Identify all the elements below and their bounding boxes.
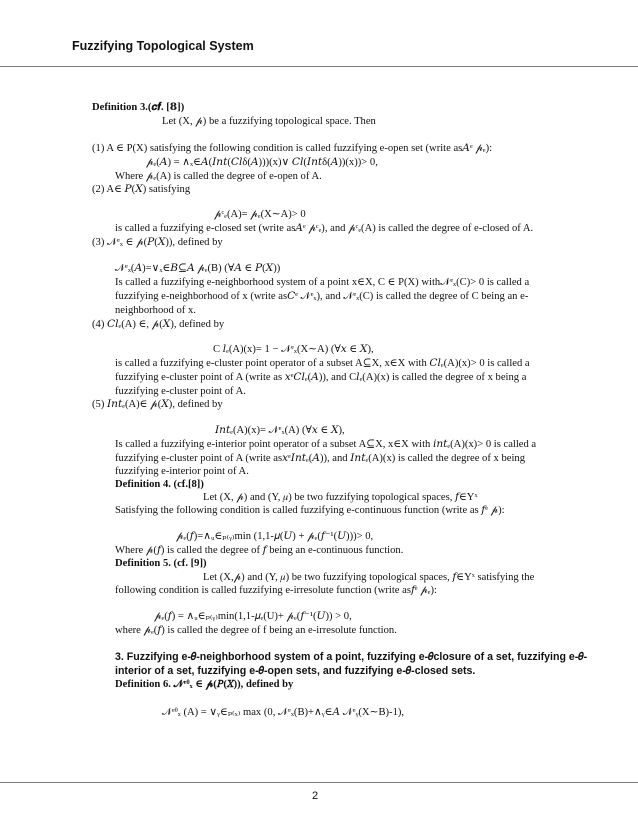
text-line: C 𝑙ₑ(A)(x)= 1 − 𝒩ᵉₓ(X∼A) (∀𝑥 ∈ 𝑋), — [213, 344, 374, 355]
text-line: fuzzifying e-cluster point of A (write as 𝑥ᵉ𝐶𝑙ₑ(𝐴)), and C𝑙ₑ(A)(x) is called the degree of x being a — [115, 372, 527, 383]
text-line: where 𝓅ₑ(𝑓) is called the degree of f being an e-irresolute function. — [115, 625, 397, 636]
text-line: (2) A∈ 𝑃(𝑋) satisfying — [92, 184, 191, 195]
text-line: fuzzifying e-cluster point of A. — [115, 386, 246, 397]
text-line: (1) A ∈ P(X) satisfying the following condition is called fuzzifying e-open set (write as𝐴ᵉ 𝓅ₑ): — [92, 143, 493, 154]
text-line: Let (X, 𝓅) and (Y, 𝜇) be two fuzzifying topological spaces, 𝑓∈Yˣ — [203, 492, 478, 503]
text-line: Is called a fuzzifying e-neighborhood system of a point x∈X, C ∈ P(X) with𝒩ᵉₓ(C)> 0 is called a — [115, 277, 530, 288]
text-line: Is called a fuzzifying e-interior point operator of a subset A⊆X, x∈X with 𝑖𝑛𝑡ₑ(A)(x)> 0 is called a — [115, 439, 537, 450]
text-line: (3) 𝒩ᵉₓ ∈ 𝓅(𝑃(𝑋)), defined by — [92, 237, 223, 248]
text-line: following condition is called fuzzifying e-irresolute function (write as𝑓ᵉ 𝓅ₑ): — [115, 585, 437, 596]
text-line: is called a fuzzifying e-closed set (write as𝐴ᵉ 𝓅ᶜₑ), and 𝓅ᶜₑ(A) is called the degree of e-closed of A. — [115, 223, 534, 234]
text-line: 𝓅ₑ(𝑓)=∧ᵤ∈ₚ₍ᵧ₎min (1,1-𝜇(𝑈) + 𝓅ₑ(𝑓⁻¹(𝑈)))> 0, — [176, 531, 374, 542]
page-number: 2 — [312, 790, 319, 802]
text-line: (4) 𝐶𝑙ₑ(A) ∈, 𝓅(𝑋), defined by — [92, 319, 225, 330]
footer-rule — [0, 782, 638, 783]
text-line: 𝓅ᶜₑ(A)= 𝓅ₑ(X∼A)> 0 — [214, 209, 306, 220]
text-line: is called a fuzzifying e-cluster point operator of a subset A⊆X, x∈X with 𝐶𝑙ₑ(A)(x)> 0 is called a — [115, 358, 530, 369]
text-line: 𝓅ₑ(𝑓) = ∧ᵤ∈ₚ₍ᵧ₎min(1,1-𝜇ₑ(U)+ 𝓅ₑ(𝑓⁻¹(𝑈)) > 0, — [154, 611, 352, 622]
text-line: Definition 5. (cf. [9]) — [115, 558, 207, 569]
running-header: Fuzzifying Topological System — [72, 39, 254, 53]
text-line: 𝓅ₑ(𝐴) = ∧ₓ∈𝐴(𝐼𝑛𝑡(𝐶𝑙δ(𝐴)))(x)∨ 𝐶𝑙(𝐼𝑛𝑡δ(𝐴))(x))> 0, — [146, 157, 378, 168]
text-line: fuzzifying e-neighborhood of x (write as𝐶ᵉ 𝒩ᵉₓ), and 𝒩ᵉₓ(C) is called the degree of C being an e- — [115, 291, 529, 302]
text-line: Definition 6. 𝒩ᵉᶿₓ ∈ 𝓅(𝑃(𝑋)), defined by — [115, 679, 294, 690]
text-line: Let (X,𝓅) and (Y, 𝜇) be two fuzzifying topological spaces, 𝑓∈Yˣ satisfying the — [203, 572, 535, 583]
text-line: 𝒩ᵉₓ(𝐴)=∨ₓ∈𝐵⊆𝐴 𝓅ₑ(B) (∀𝐴 ∈ 𝑃(𝑋)) — [115, 263, 281, 274]
text-line: Let (X, 𝓅) be a fuzzifying topological space. Then — [162, 116, 376, 127]
header-rule — [0, 66, 638, 67]
text-line: Satisfying the following condition is called fuzzifying e-continuous function (write as 𝑓ᵉ 𝓅): — [115, 505, 505, 516]
text-line: Where 𝓅ₑ(A) is called the degree of e-open of A. — [115, 171, 322, 182]
text-line: interior of a set, fuzzifying e-𝜃-open sets, and fuzzifying e-𝜃-closed sets. — [115, 665, 476, 677]
text-line: 𝒩ᵉᶿₓ (A) = ∨ᵧ∈ₚ₍ₓ₎ max (0, 𝒩ᵉₓ(B)+∧ᵧ∈𝐴 𝒩ᵉᵧ(X∼B)-1), — [162, 707, 405, 718]
text-line: 𝐼𝑛𝑡ₑ(A)(x)= 𝒩ᵉₓ(A) (∀𝑥 ∈ 𝑋), — [215, 425, 345, 436]
text-line: Definition 3.(𝒄𝒇. [𝟖]) — [92, 102, 185, 113]
text-line: neighborhood of x. — [115, 305, 196, 316]
text-line: fuzzifying e-interior point of A. — [115, 466, 249, 477]
text-line: Definition 4. (cf.[8]) — [115, 479, 204, 490]
text-line: (5) 𝐼𝑛𝑡ₑ(A)∈ 𝓅(𝑋), defined by — [92, 399, 223, 410]
text-line: Where 𝓅(𝑓) is called the degree of 𝑓 being an e-continuous function. — [115, 545, 404, 556]
text-line: fuzzifying e-cluster point of A (write as𝑥ᵉ𝐼𝑛𝑡ₑ(𝐴)), and 𝐼𝑛𝑡ₑ(A)(x) is called the degree of x being — [115, 453, 526, 464]
text-line: 3. Fuzzifying e-𝜃-neighborhood system of a point, fuzzifying e-𝜃closure of a set, fuzzifying e-𝜃- — [115, 651, 588, 663]
